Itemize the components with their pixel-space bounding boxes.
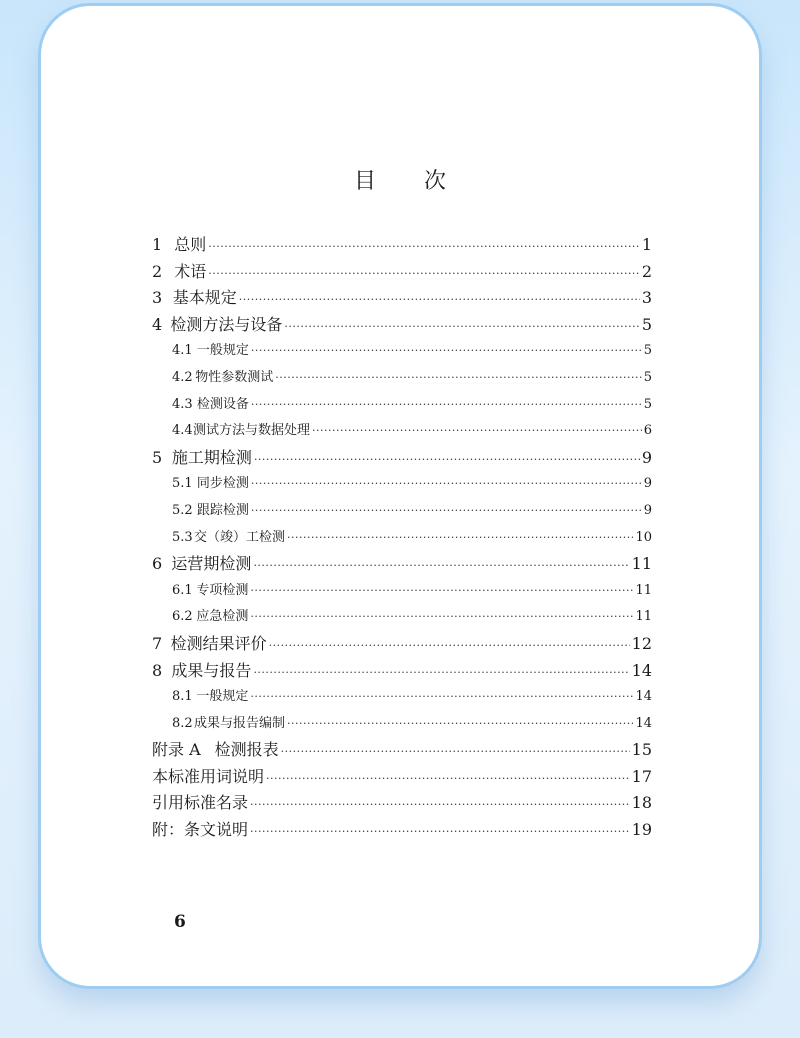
toc-entry[interactable] [152, 525, 652, 552]
toc-entry-page: 15 [631, 740, 652, 760]
toc-entry[interactable] [152, 365, 652, 392]
toc-title [41, 164, 759, 195]
toc-entry-page: 10 [635, 529, 652, 545]
toc-entry[interactable] [152, 392, 652, 419]
toc-entry[interactable] [152, 312, 652, 339]
toc-entry-label: 基本规定 [172, 288, 237, 308]
toc-entry-label: 一般规定 [196, 689, 249, 705]
toc-entry-number: 4.3 [172, 396, 193, 412]
toc-entry-label: 运营期检测 [171, 554, 252, 574]
toc-entry-number: 6.2 [172, 609, 193, 625]
toc-entry-number: 5.1 [172, 476, 193, 492]
toc-entry-label: 检测方法与设备 [170, 314, 283, 334]
toc-leader-dots [208, 261, 640, 288]
toc-entry[interactable] [152, 445, 652, 472]
toc-entry[interactable] [152, 631, 652, 658]
toc-leader-dots [269, 633, 630, 660]
toc-entry-label: 应急检测 [196, 609, 249, 625]
toc-entry-page: 11 [635, 582, 652, 598]
toc-leader-dots [251, 498, 642, 525]
toc-entry[interactable] [152, 418, 652, 445]
toc-entry-page: 18 [631, 793, 652, 813]
toc-entry-page: 2 [641, 261, 652, 281]
toc-leader-dots [239, 287, 640, 314]
toc-entry-page: 11 [635, 609, 652, 625]
toc-leader-dots [250, 792, 630, 819]
toc-entry-number: 4.4 [172, 423, 193, 439]
page-number: 6 [174, 912, 186, 932]
toc-entry-number: 1 [152, 235, 163, 254]
toc-entry-number: 5 [152, 447, 163, 467]
toc-entry-label: 物性参数测试 [195, 369, 274, 385]
toc-entry-page: 5 [641, 314, 652, 334]
toc-entry-label: 测试方法与数据处理 [192, 423, 310, 439]
toc-entry-number: 6 [152, 554, 163, 574]
toc-entry-label: 检测设备 [196, 396, 249, 412]
toc-entry-page: 14 [635, 715, 652, 731]
toc-leader-dots [250, 819, 630, 846]
toc-leader-dots [284, 314, 639, 341]
toc-entry-page: 9 [643, 476, 652, 492]
toc-title-right: 次 [424, 169, 447, 194]
toc-leader-dots [312, 418, 642, 445]
toc-entry-number: 4.1 [172, 343, 193, 359]
toc-entry-page: 5 [643, 369, 652, 385]
toc-entry-label: 一般规定 [196, 343, 249, 359]
toc-leader-dots [250, 578, 633, 605]
toc-entry-label: 专项检测 [196, 582, 249, 598]
toc-entry-number: 3 [152, 288, 163, 308]
toc-entry-page: 19 [631, 820, 652, 840]
toc-entry-number: 5.3 [172, 529, 193, 545]
toc-entry-label: 本标准用词说明 [152, 766, 265, 786]
toc-entry-page: 1 [641, 235, 652, 254]
toc-entry-page: 17 [631, 766, 652, 786]
document-page [38, 3, 762, 989]
toc-entry-page: 12 [631, 633, 652, 653]
toc-entry-number: 6.1 [172, 582, 193, 598]
toc-entry[interactable] [152, 471, 652, 498]
toc-entry-number: 7 [152, 633, 163, 653]
toc-entry-label: 检测报表 [214, 740, 279, 760]
toc-entry-label: 交（竣）工检测 [194, 529, 286, 545]
toc-entry-page: 9 [641, 447, 652, 467]
toc-entry[interactable] [152, 604, 652, 631]
toc-leader-dots [251, 471, 642, 498]
toc-entry[interactable] [152, 658, 652, 685]
toc-leader-dots [251, 392, 642, 419]
toc-entry-number: 8.1 [172, 689, 193, 705]
toc-entry-label: 施工期检测 [171, 447, 252, 467]
toc-entry[interactable] [152, 790, 652, 817]
toc-entry-page: 5 [643, 396, 652, 412]
toc-entry[interactable] [152, 551, 652, 578]
toc-entry-page: 9 [643, 502, 652, 518]
toc-entry-label: 成果与报告编制 [194, 715, 286, 731]
toc-entry[interactable] [152, 338, 652, 365]
toc-entry[interactable] [152, 578, 652, 605]
toc-entry[interactable] [152, 684, 652, 711]
toc-leader-dots [287, 525, 633, 552]
toc-entry-label: 成果与报告 [171, 660, 252, 680]
toc-title-left: 目 [353, 169, 376, 194]
toc-entry-label: 总则 [174, 235, 207, 254]
toc-entry-number: 4.2 [172, 369, 193, 385]
toc-entry-label: 引用标准名录 [152, 793, 249, 813]
toc-entry[interactable] [152, 232, 652, 259]
toc-entry[interactable] [152, 285, 652, 312]
toc-entry[interactable] [152, 711, 652, 738]
toc-entry[interactable] [152, 764, 652, 791]
toc-leader-dots [208, 234, 640, 261]
toc-entry[interactable] [152, 498, 652, 525]
toc-entry-number: 4 [152, 314, 163, 334]
table-of-contents [152, 232, 652, 844]
toc-entry-label: 术语 [174, 261, 207, 281]
toc-entry-label: 检测结果评价 [170, 633, 267, 653]
toc-entry-label: 附：条文说明 [152, 820, 249, 840]
toc-entry-label: 跟踪检测 [196, 502, 249, 518]
toc-entry-page: 5 [643, 343, 652, 359]
toc-entry-page: 14 [635, 689, 652, 705]
toc-entry[interactable] [152, 259, 652, 286]
toc-entry-number: 8.2 [172, 715, 193, 731]
toc-leader-dots [250, 604, 633, 631]
toc-entry[interactable] [152, 817, 652, 844]
toc-leader-dots [281, 739, 630, 766]
toc-entry-label: 同步检测 [196, 476, 249, 492]
toc-entry-page: 3 [641, 288, 652, 308]
toc-entry-page: 6 [643, 423, 652, 439]
toc-leader-dots [253, 660, 629, 687]
toc-leader-dots [275, 365, 641, 392]
toc-entry-number: 5.2 [172, 502, 193, 518]
toc-leader-dots [287, 711, 633, 738]
toc-leader-dots [266, 766, 630, 793]
toc-entry-number: 8 [152, 660, 163, 680]
toc-entry-number: 附录 A [152, 740, 201, 760]
toc-entry-page: 11 [631, 554, 652, 574]
toc-entry-page: 14 [631, 660, 652, 680]
toc-entry[interactable] [152, 737, 652, 764]
toc-entry-number: 2 [152, 261, 163, 281]
toc-leader-dots [254, 447, 640, 474]
toc-leader-dots [253, 553, 629, 580]
toc-leader-dots [251, 338, 642, 365]
toc-leader-dots [250, 684, 633, 711]
